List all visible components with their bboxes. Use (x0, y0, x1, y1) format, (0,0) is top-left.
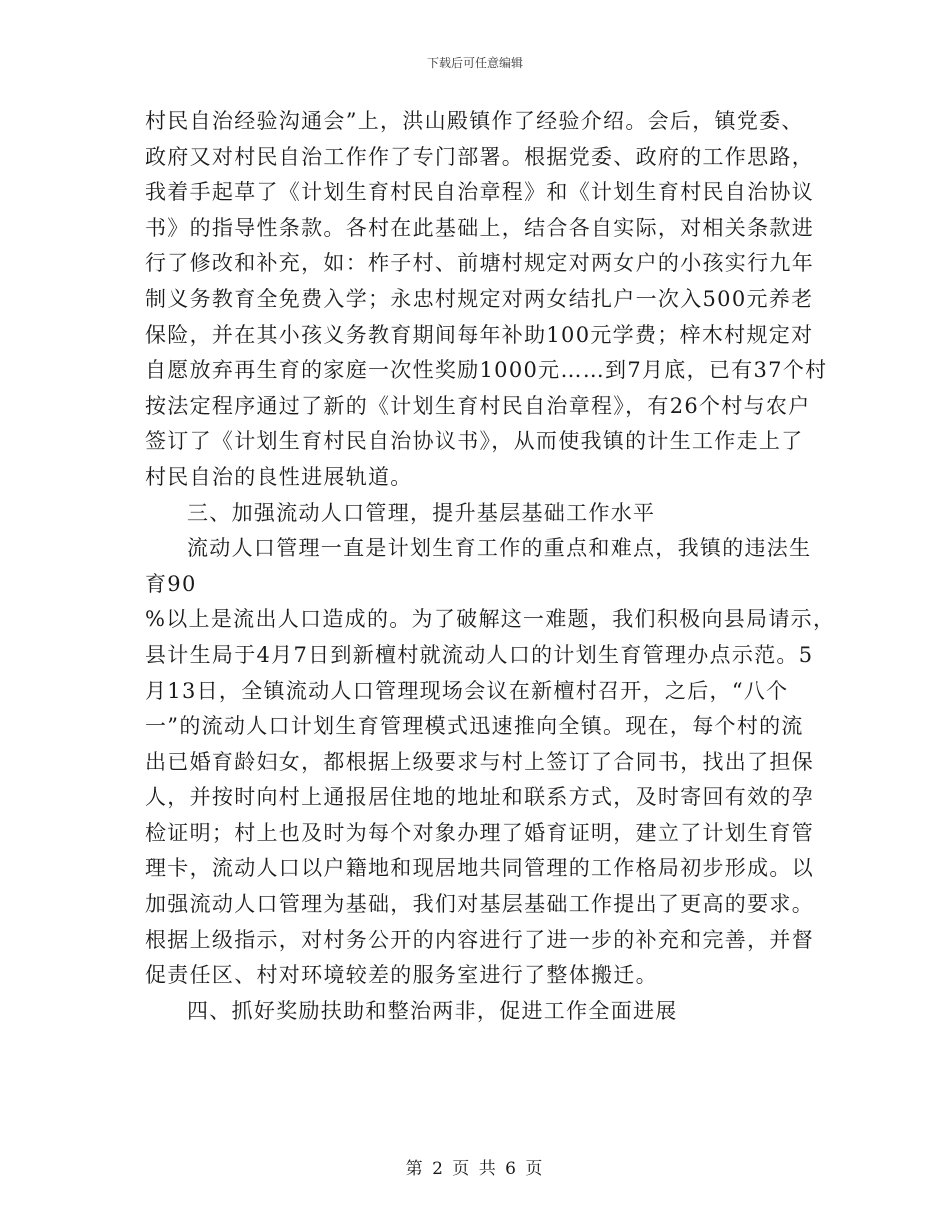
text-line: 县计生局于4月7日到新檀村就流动人口的计划生育管理办点示范。5 (145, 642, 814, 667)
text-line: 制义务教育全免费入学；永忠村规定对两女结扎户一次入500元养老 (145, 286, 814, 311)
section-heading-4: 四、抓好奖励扶助和整治两非，促进工作全面进展 (187, 998, 678, 1023)
text-line: 村民自治的良性进展轨道。 (145, 464, 413, 489)
text-line: 检证明；村上也及时为每个对象办理了婚育证明，建立了计划生育管 (145, 820, 814, 845)
page-footer: 第 2 页 共 6 页 (405, 1159, 545, 1179)
text-line: 我着手起草了《计划生育村民自治章程》和《计划生育村民自治协议 (145, 180, 814, 205)
text-line: 育90 (145, 571, 197, 596)
text-line: 书》的指导性条款。各村在此基础上，结合各自实际，对相关条款进 (145, 215, 814, 240)
document-body (145, 104, 836, 1029)
text-line: 出已婚育龄妇女，都根据上级要求与村上签订了合同书，找出了担保 (145, 749, 814, 774)
text-line: 根据上级指示，对村务公开的内容进行了进一步的补充和完善，并督 (145, 927, 814, 952)
text-line: 按法定程序通过了新的《计划生育村民自治章程》，有26个村与农户 (145, 393, 811, 418)
text-line: 人，并按时向村上通报居住地的地址和联系方式，及时寄回有效的孕 (145, 785, 814, 810)
text-line: 行了修改和补充，如：柞子村、前塘村规定对两女户的小孩实行九年 (145, 251, 814, 276)
text-line: 村民自治经验沟通会”上，洪山殿镇作了经验介绍。会后，镇党委、 (145, 109, 804, 133)
text-line: 保险，并在其小孩义务教育期间每年补助100元学费；梓木村规定对 (145, 322, 814, 347)
text-line: 促责任区、村对环境较差的服务室进行了整体搬迁。 (145, 963, 658, 988)
text-line: 自愿放弃再生育的家庭一次性奖励1000元……到7月底，已有37个村 (145, 358, 828, 383)
page-header: 下载后可任意编辑 (426, 56, 523, 70)
paragraph-start-line: 流动人口管理一直是计划生育工作的重点和难点，我镇的违法生 (187, 536, 812, 561)
text-line: 理卡，流动人口以户籍地和现居地共同管理的工作格局初步形成。以 (145, 856, 814, 881)
text-line: 政府又对村民自治工作作了专门部署。根据党委、政府的工作思路， (145, 144, 814, 169)
section-heading-3: 三、加强流动人口管理，提升基层基础工作水平 (187, 500, 656, 525)
text-line: 签订了《计划生育村民自治协议书》，从而使我镇的计生工作走上了 (145, 429, 804, 454)
text-line: %以上是流出人口造成的。为了破解这一难题，我们积极向县局请示， (145, 607, 836, 632)
text-line: 月13日，全镇流动人口管理现场会议在新檀村召开，之后，“八个 (145, 678, 789, 703)
text-line: 一”的流动人口计划生育管理模式迅速推向全镇。现在，每个村的流 (145, 714, 804, 739)
text-line: 加强流动人口管理为基础，我们对基层基础工作提出了更高的要求。 (145, 892, 814, 917)
